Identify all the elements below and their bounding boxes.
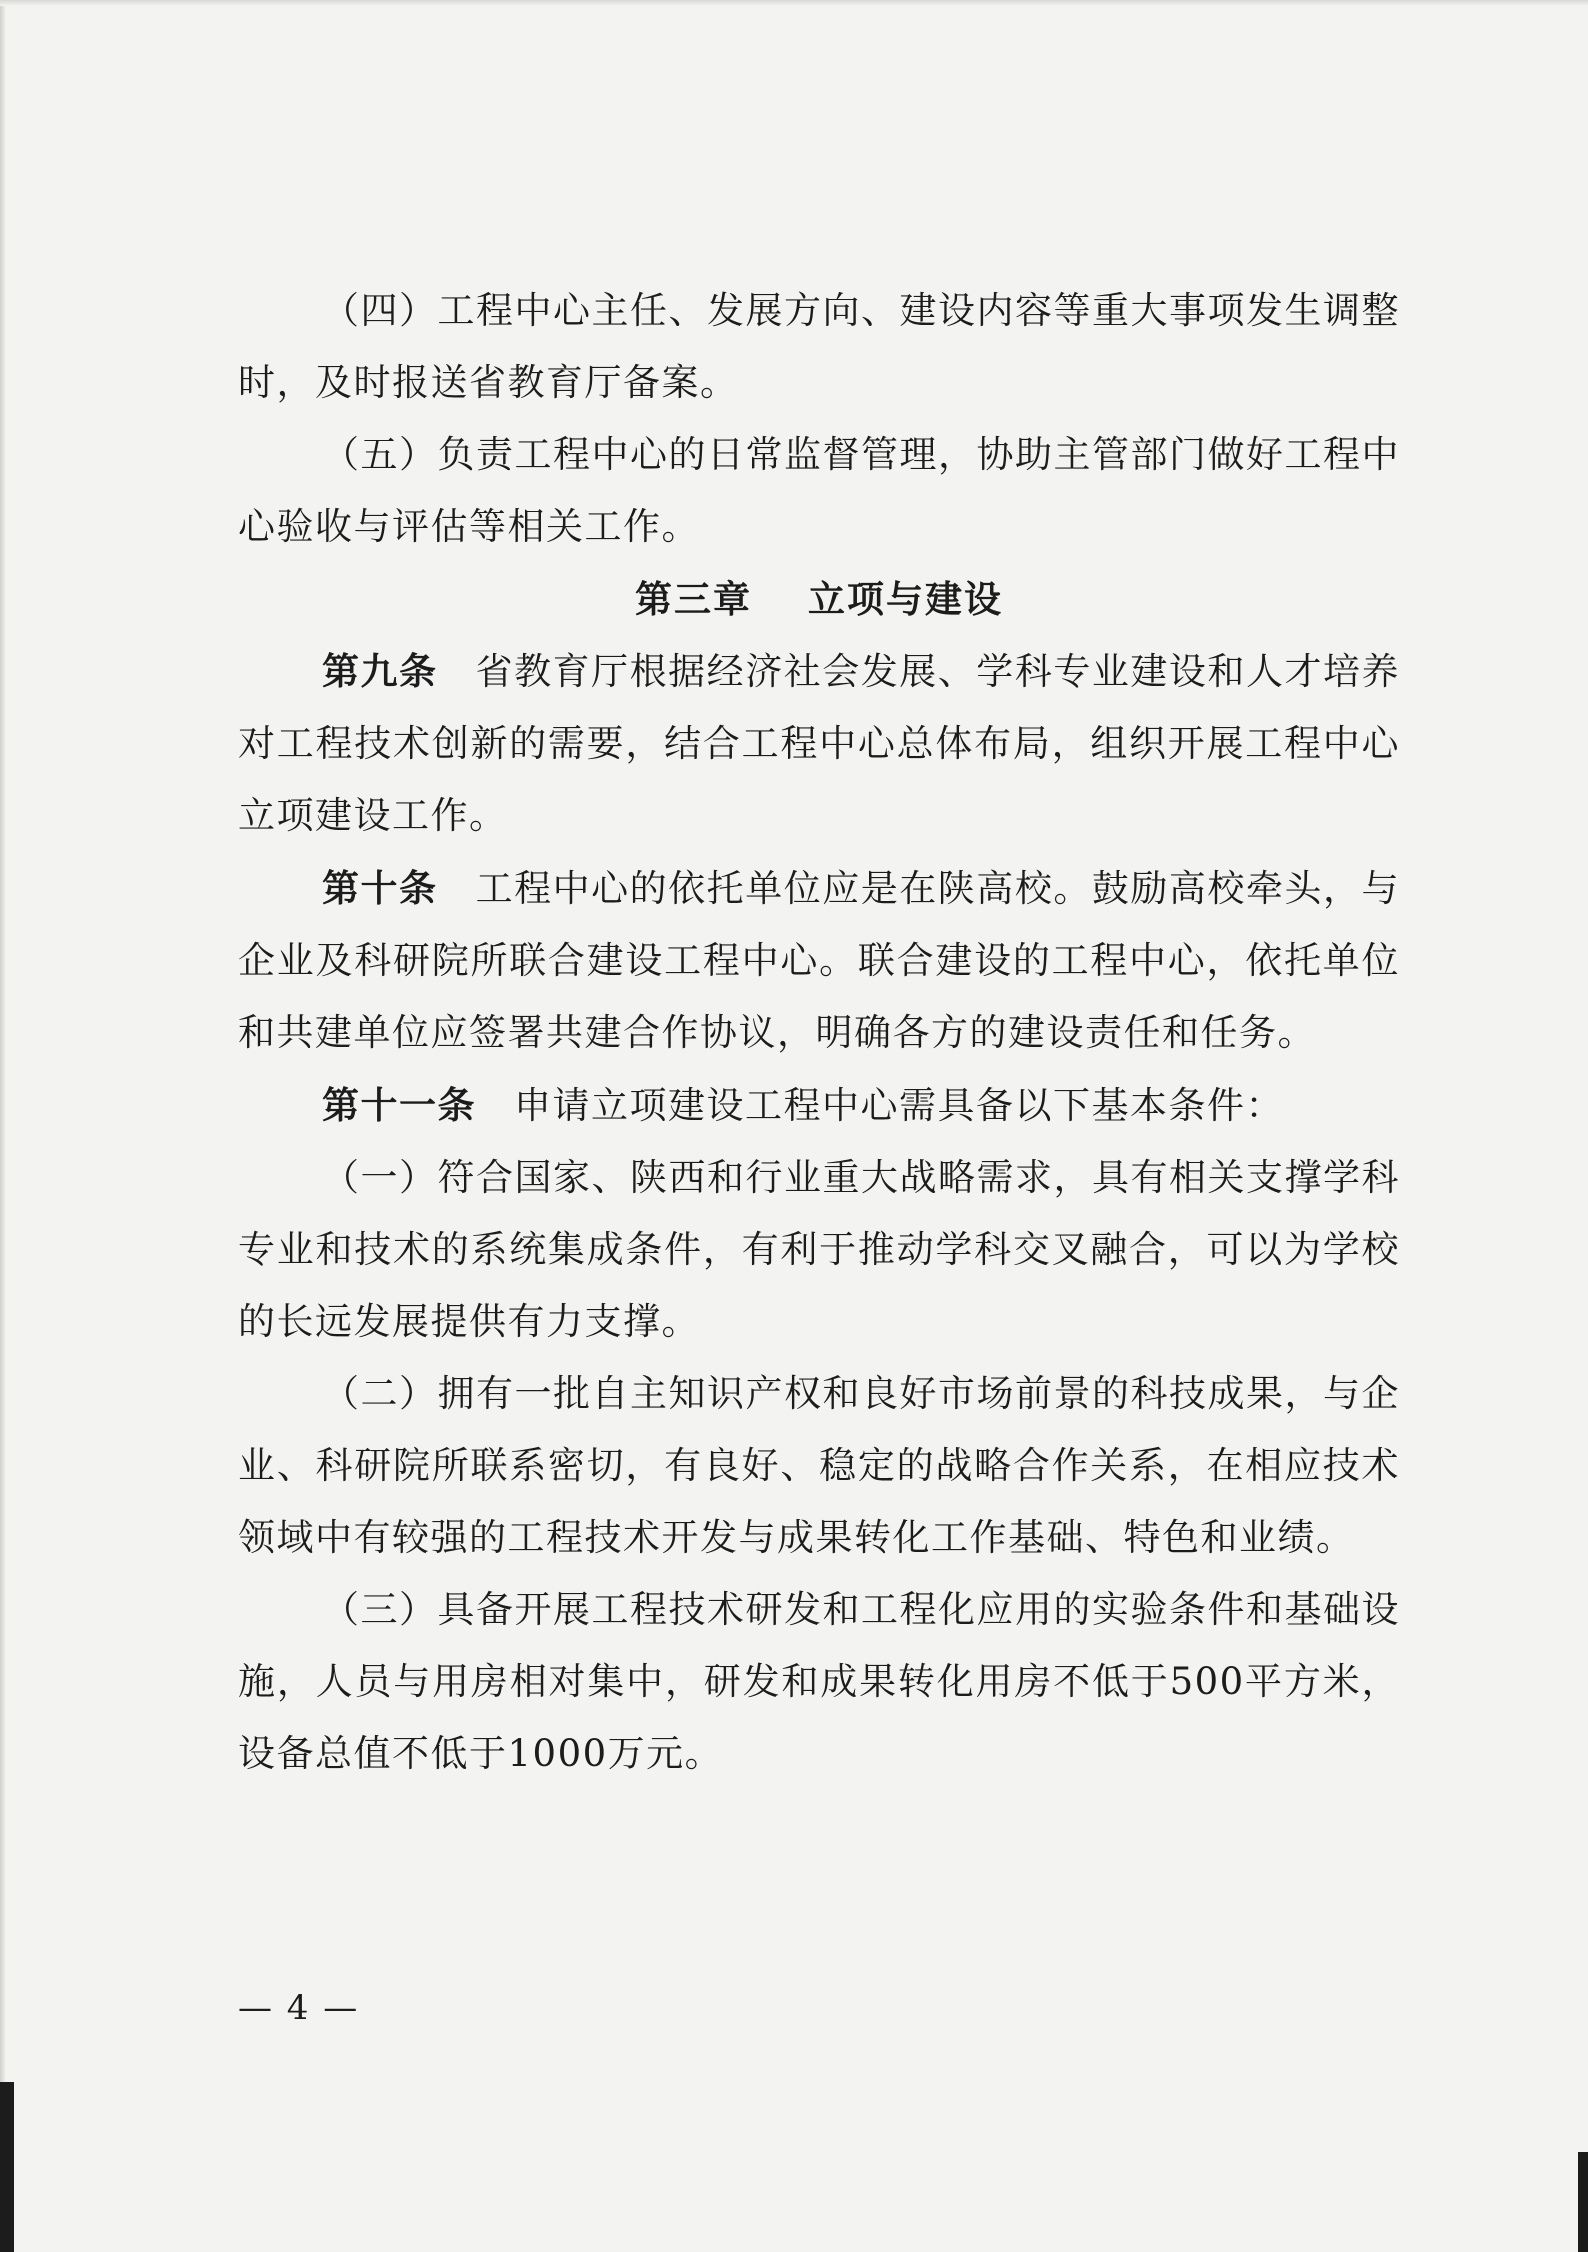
article-9-label: 第九条 (322, 649, 438, 693)
article-11 (238, 1069, 1400, 1142)
paragraph-item-4: （四）工程中心主任、发展方向、建设内容等重大事项发生调整时，及时报送省教育厅备案。 (238, 289, 1400, 404)
paragraph-item-5: （五）负责工程中心的日常监督管理，协助主管部门做好工程中心验收与评估等相关工作。 (238, 433, 1400, 548)
article-9 (238, 635, 1400, 852)
article-10-label: 第十条 (322, 866, 438, 910)
article-9-text: 省教育厅根据经济社会发展、学科专业建设和人才培养对工程技术创新的需要，结合工程中心总体布局，组织开展工程中心立项建设工作。 (238, 650, 1401, 837)
condition-item-1: （一）符合国家、陕西和行业重大战略需求，具有相关支撑学科专业和技术的系统集成条件，有利于推动学科交叉融合，可以为学校的长远发展提供有力支撑。 (238, 1156, 1400, 1343)
condition-item-3: （三）具备开展工程技术研发和工程化应用的实验条件和基础设施，人员与用房相对集中，研发和成果转化用房不低于500平方米，设备总值不低于1000万元。 (238, 1588, 1400, 1775)
article-11-label: 第十一条 (322, 1083, 476, 1127)
article-11-text: 申请立项建设工程中心需具备以下基本条件： (514, 1084, 1284, 1127)
scan-shadow-left (0, 0, 6, 2252)
document-body (238, 275, 1400, 1790)
article-10 (238, 852, 1400, 1069)
scan-artifact-bottom-left (0, 2082, 14, 2252)
chapter-number: 第三章 (635, 577, 752, 621)
condition-item-2: （二）拥有一批自主知识产权和良好市场前景的科技成果，与企业、科研院所联系密切，有良好、稳定的战略合作关系，在相应技术领域中有较强的工程技术开发与成果转化工作基础、特色和业绩。 (238, 1372, 1400, 1559)
scan-artifact-bottom-right (1578, 2152, 1588, 2252)
chapter-heading (238, 563, 1400, 635)
chapter-title: 立项与建设 (808, 577, 1003, 621)
page-number: — 4 — (238, 1988, 360, 2028)
scan-shadow-top (0, 0, 1588, 6)
article-10-text: 工程中心的依托单位应是在陕高校。鼓励高校牵头，与企业及科研院所联合建设工程中心。联合建设的工程中心，依托单位和共建单位应签署共建合作协议，明确各方的建设责任和任务。 (238, 867, 1401, 1054)
